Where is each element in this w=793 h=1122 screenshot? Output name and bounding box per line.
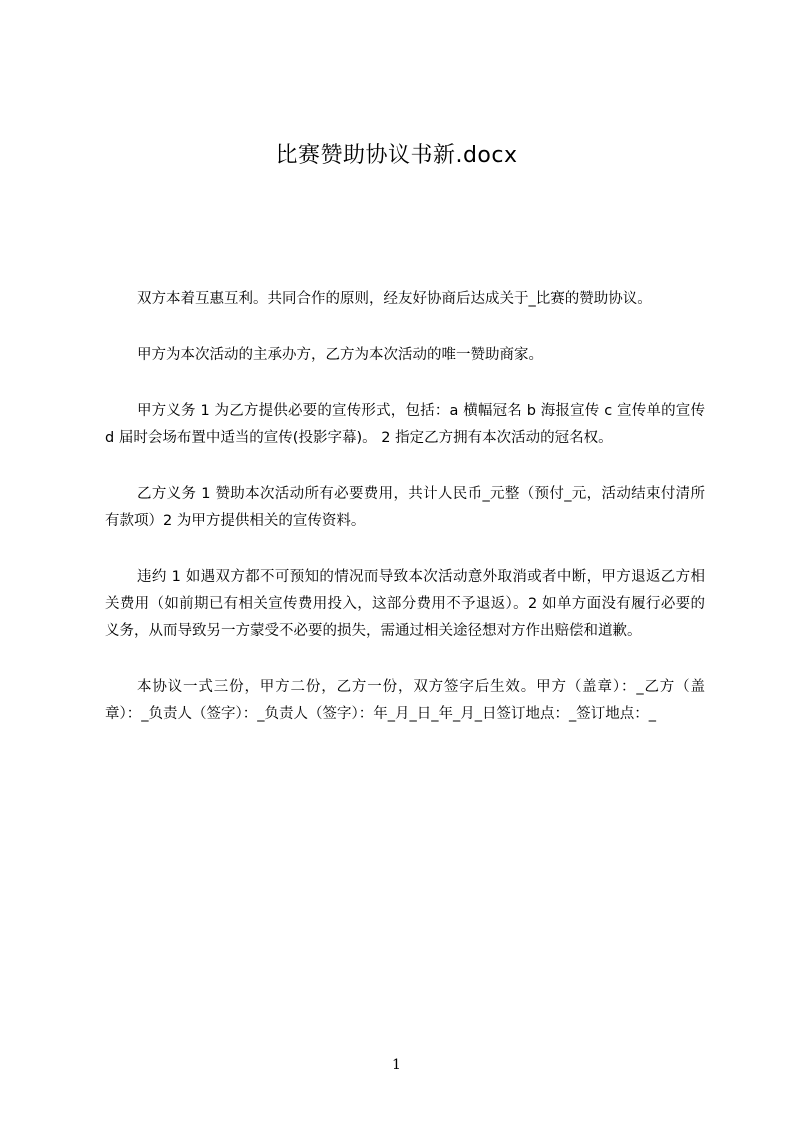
paragraph-signatures: 本协议一式三份，甲方二份，乙方一份，双方签字后生效。甲方（盖章）：_乙方（盖章）：_负责人（签字）：_负责人（签字）：年_月_日_年_月_日签订地点：_签订地点：_ — [105, 679, 705, 722]
document-body — [105, 286, 705, 757]
paragraph-intro: 双方本着互惠互利。共同合作的原则，经友好协商后达成关于_比赛的赞助协议。 — [137, 291, 652, 307]
paragraph-party-b-obligations: 乙方义务 1 赞助本次活动所有必要费用，共计人民币_元整（预付_元，活动结束付清所有款项）2 为甲方提供相关的宣传资料。 — [105, 486, 705, 529]
page-number: 1 — [392, 1057, 401, 1073]
paragraph-breach: 违约 1 如遇双方都不可预知的情况而导致本次活动意外取消或者中断，甲方退返乙方相关费用（如前期已有相关宣传费用投入，这部分费用不予退返）。2 如单方面没有履行必要的义务，从而导致另一方蒙受不必要的损失，需通过相关途径想对方作出赔偿和道歉。 — [105, 569, 705, 639]
paragraph-roles: 甲方为本次活动的主承办方，乙方为本次活动的唯一赞助商家。 — [137, 347, 543, 363]
paragraph-party-a-obligations: 甲方义务 1 为乙方提供必要的宣传形式，包括：a 横幅冠名 b 海报宣传 c 宣传单的宣传 d 届时会场布置中适当的宣传(投影字幕)。 2 指定乙方拥有本次活动的冠名权。 — [105, 403, 705, 446]
document-title: 比赛赞助协议书新.docx — [275, 143, 518, 168]
